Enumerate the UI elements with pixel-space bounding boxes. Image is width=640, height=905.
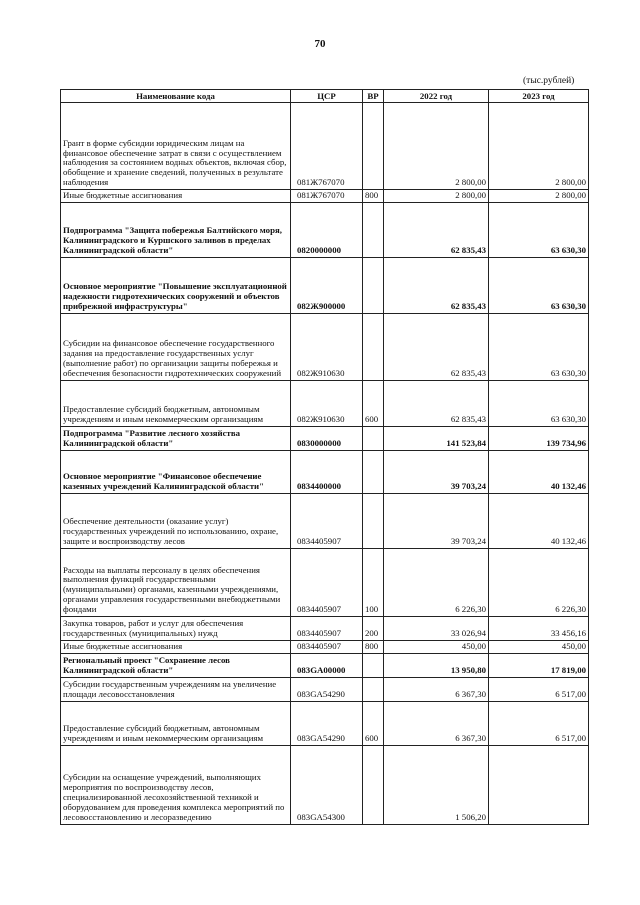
row-vr-cell [363,653,384,677]
table-row [61,653,589,677]
row-2023-cell: 63 630,30 [489,202,589,257]
row-2022-cell: 62 835,43 [384,380,489,426]
row-vr-cell [363,745,384,824]
row-2022-cell: 62 835,43 [384,202,489,257]
row-2022-cell: 33 026,94 [384,616,489,640]
row-name-cell: Основное мероприятие "Финансовое обеспечение казенных учреждений Калининградской области" [61,450,291,493]
row-csr-cell: 082Ж900000 [291,257,363,313]
table-row [61,103,589,190]
row-csr-cell: 0834405907 [291,548,363,616]
row-name-cell: Субсидии государственным учреждениям на увеличение площади лесовосстановления [61,677,291,701]
row-name-cell: Иные бюджетные ассигнования [61,640,291,653]
row-vr-cell [363,103,384,190]
header-2022: 2022 год [384,90,489,103]
row-name-cell: Субсидии на финансовое обеспечение государственного задания на предоставление государственных услуг (выполнение работ) по организации защиты побережья и обеспечения безопасности гидротехнических сооружений [61,313,291,380]
row-name-cell: Закупка товаров, работ и услуг для обеспечения государственных (муниципальных) нужд [61,616,291,640]
row-csr-cell: 0834405907 [291,493,363,548]
row-2022-cell: 39 703,24 [384,493,489,548]
table-row [61,548,589,616]
row-2023-cell: 6 517,00 [489,701,589,745]
row-name-cell: Подпрограмма "Развитие лесного хозяйства Калининградской области" [61,426,291,450]
units-label: (тыс.рублей) [523,76,575,86]
row-2022-cell: 39 703,24 [384,450,489,493]
row-csr-cell: 0834400000 [291,450,363,493]
table-row [61,493,589,548]
table-row [61,450,589,493]
row-name-cell: Основное мероприятие "Повышение эксплуатационной надежности гидротехнических сооружений и объектов прибрежной инфраструктуры" [61,257,291,313]
row-csr-cell: 081Ж767070 [291,190,363,203]
row-2022-cell: 13 950,80 [384,653,489,677]
row-vr-cell [363,450,384,493]
table-row [61,426,589,450]
row-csr-cell: 083GA54300 [291,745,363,824]
row-name-cell: Иные бюджетные ассигнования [61,190,291,203]
table-row [61,202,589,257]
row-csr-cell: 0834405907 [291,616,363,640]
row-2023-cell: 63 630,30 [489,380,589,426]
row-vr-cell: 600 [363,380,384,426]
row-csr-cell: 083GA54290 [291,677,363,701]
row-2023-cell: 33 456,16 [489,616,589,640]
row-2023-cell: 6 517,00 [489,677,589,701]
row-2022-cell: 6 367,30 [384,677,489,701]
row-name-cell: Подпрограмма "Защита побережья Балтийского моря, Калининградского и Куршского заливов в пределах Калининградской области" [61,202,291,257]
row-2022-cell: 1 506,20 [384,745,489,824]
row-vr-cell: 800 [363,640,384,653]
table-row [61,380,589,426]
header-name: Наименование кода [61,90,291,103]
table-header-row [61,90,589,103]
row-2022-cell: 2 800,00 [384,103,489,190]
table-row [61,190,589,203]
row-vr-cell: 100 [363,548,384,616]
row-2023-cell: 2 800,00 [489,103,589,190]
row-vr-cell [363,257,384,313]
table-row [61,640,589,653]
header-2023: 2023 год [489,90,589,103]
row-2023-cell: 17 819,00 [489,653,589,677]
row-csr-cell: 0834405907 [291,640,363,653]
row-csr-cell: 082Ж910630 [291,380,363,426]
row-name-cell: Предоставление субсидий бюджетным, автономным учреждениям и иным некоммерческим организациям [61,701,291,745]
row-vr-cell: 200 [363,616,384,640]
row-2023-cell: 63 630,30 [489,313,589,380]
row-2022-cell: 6 367,30 [384,701,489,745]
row-vr-cell [363,313,384,380]
row-2022-cell: 62 835,43 [384,313,489,380]
row-name-cell: Субсидии на оснащение учреждений, выполняющих мероприятия по воспроизводству лесов, специализированной лесохозяйственной техникой и оборудованием для проведения комплекса мероприятий по лесовосстановлению и лесоразведению [61,745,291,824]
row-name-cell: Расходы на выплаты персоналу в целях обеспечения выполнения функций государственными (муниципальными) органами, казенными учреждениями, органами управления государственными внебюджетными фондами [61,548,291,616]
row-vr-cell: 800 [363,190,384,203]
row-vr-cell [363,202,384,257]
row-2023-cell [489,745,589,824]
table-row [61,257,589,313]
header-csr: ЦСР [291,90,363,103]
row-csr-cell: 082Ж910630 [291,313,363,380]
table-row [61,313,589,380]
row-csr-cell: 083GA54290 [291,701,363,745]
table-row [61,616,589,640]
row-2022-cell: 2 800,00 [384,190,489,203]
row-2023-cell: 6 226,30 [489,548,589,616]
row-2023-cell: 139 734,96 [489,426,589,450]
row-csr-cell: 0820000000 [291,202,363,257]
budget-table [60,89,589,825]
row-2022-cell: 6 226,30 [384,548,489,616]
row-csr-cell: 083GA00000 [291,653,363,677]
row-2023-cell: 40 132,46 [489,493,589,548]
row-2023-cell: 450,00 [489,640,589,653]
row-vr-cell [363,426,384,450]
row-csr-cell: 0830000000 [291,426,363,450]
table-body [61,103,589,825]
row-csr-cell: 081Ж767070 [291,103,363,190]
row-name-cell: Грант в форме субсидии юридическим лицам на финансовое обеспечение затрат в связи с осуществлением наблюдения за состоянием водных объектов, включая сбор, обобщение и хранение сведений, полученных в результате наблюдения [61,103,291,190]
row-2022-cell: 141 523,84 [384,426,489,450]
header-vr: ВР [363,90,384,103]
table-row [61,745,589,824]
table-row [61,677,589,701]
row-name-cell: Региональный проект "Сохранение лесов Калининградской области" [61,653,291,677]
row-2023-cell: 2 800,00 [489,190,589,203]
row-name-cell: Обеспечение деятельности (оказание услуг) государственных учреждений по использованию, охране, защите и воспроизводству лесов [61,493,291,548]
table-row [61,701,589,745]
row-vr-cell [363,493,384,548]
row-2023-cell: 40 132,46 [489,450,589,493]
row-vr-cell: 600 [363,701,384,745]
row-vr-cell [363,677,384,701]
row-2022-cell: 62 835,43 [384,257,489,313]
row-2023-cell: 63 630,30 [489,257,589,313]
row-2022-cell: 450,00 [384,640,489,653]
page-number: 70 [314,38,326,50]
row-name-cell: Предоставление субсидий бюджетным, автономным учреждениям и иным некоммерческим организациям [61,380,291,426]
